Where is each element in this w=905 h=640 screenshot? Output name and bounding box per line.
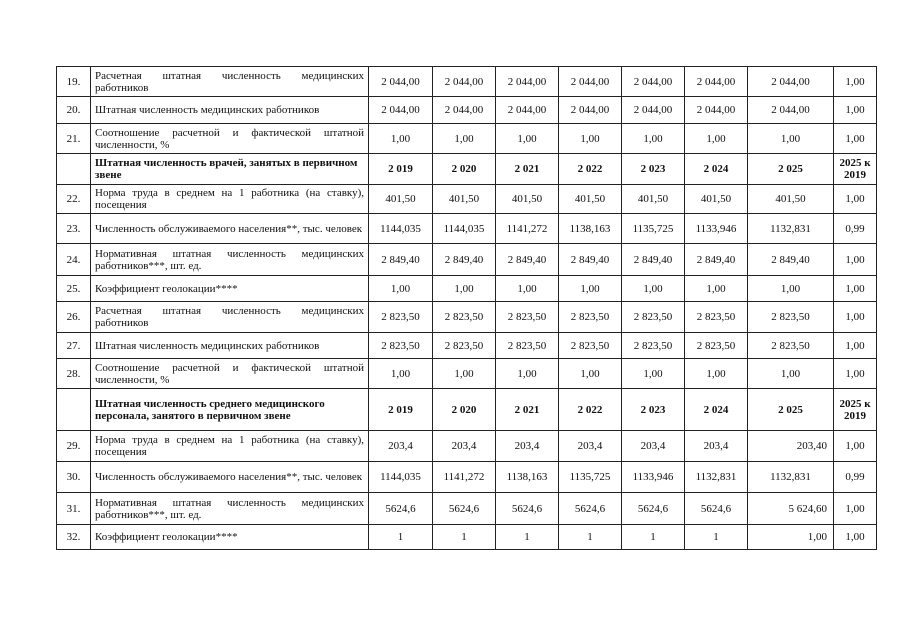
value-cell: 401,50: [433, 185, 496, 214]
value-cell: 1,00: [834, 359, 877, 389]
value-cell: 0,99: [834, 214, 877, 244]
table-body: [57, 67, 877, 550]
value-cell: 1,00: [559, 359, 622, 389]
row-number: [57, 154, 91, 185]
value-cell: 5 624,60: [748, 493, 834, 525]
value-cell: 2 044,00: [433, 67, 496, 97]
value-cell: 1133,946: [685, 214, 748, 244]
row-number: 21.: [57, 124, 91, 154]
value-cell: 1144,035: [369, 462, 433, 493]
row-label: Расчетная штатная численность медицинских работников: [91, 302, 369, 333]
row-number: [57, 389, 91, 431]
value-cell: 1,00: [834, 244, 877, 276]
row-label: Норма труда в среднем на 1 работника (на ставку), посещения: [91, 185, 369, 214]
table-row: [57, 67, 877, 97]
table-row: [57, 359, 877, 389]
value-cell: 2 019: [369, 389, 433, 431]
value-cell: 2 823,50: [748, 333, 834, 359]
value-cell: 2 044,00: [496, 97, 559, 124]
row-number: 19.: [57, 67, 91, 97]
value-cell: 1,00: [622, 359, 685, 389]
value-cell: 2 025: [748, 389, 834, 431]
value-cell: 2 823,50: [369, 333, 433, 359]
value-cell: 1: [369, 525, 433, 550]
value-cell: 2 021: [496, 154, 559, 185]
table-row: [57, 185, 877, 214]
value-cell: 203,4: [496, 431, 559, 462]
table-header-row: [57, 154, 877, 185]
value-cell: 1: [559, 525, 622, 550]
value-cell: 1,00: [559, 124, 622, 154]
value-cell: 2 021: [496, 389, 559, 431]
row-label: Нормативная штатная численность медицинских работников***, шт. ед.: [91, 244, 369, 276]
value-cell: 1,00: [834, 276, 877, 302]
value-cell: 2 823,50: [685, 302, 748, 333]
value-cell: 2025 к 2019: [834, 154, 877, 185]
value-cell: 2 823,50: [559, 333, 622, 359]
table-row: [57, 302, 877, 333]
value-cell: 2 849,40: [748, 244, 834, 276]
value-cell: 2 044,00: [496, 67, 559, 97]
table-row: [57, 97, 877, 124]
value-cell: 1,00: [834, 333, 877, 359]
value-cell: 1132,831: [748, 214, 834, 244]
value-cell: 1: [622, 525, 685, 550]
row-number: 28.: [57, 359, 91, 389]
value-cell: 2 022: [559, 389, 622, 431]
value-cell: 2 044,00: [748, 67, 834, 97]
row-label: Коэффициент геолокации****: [91, 276, 369, 302]
table-row: [57, 244, 877, 276]
table-row: [57, 333, 877, 359]
value-cell: 2 849,40: [369, 244, 433, 276]
value-cell: 1,00: [748, 359, 834, 389]
value-cell: 2 044,00: [622, 67, 685, 97]
value-cell: 2 823,50: [433, 302, 496, 333]
value-cell: 1,00: [496, 124, 559, 154]
value-cell: 2 849,40: [622, 244, 685, 276]
value-cell: 2 024: [685, 154, 748, 185]
row-label: Расчетная штатная численность медицинских работников: [91, 67, 369, 97]
value-cell: 1,00: [685, 124, 748, 154]
value-cell: 2 823,50: [433, 333, 496, 359]
value-cell: 5624,6: [369, 493, 433, 525]
value-cell: 1138,163: [496, 462, 559, 493]
value-cell: 2 024: [685, 389, 748, 431]
value-cell: 1,00: [622, 276, 685, 302]
value-cell: 0,99: [834, 462, 877, 493]
value-cell: 2 019: [369, 154, 433, 185]
value-cell: 1144,035: [369, 214, 433, 244]
value-cell: 2 849,40: [433, 244, 496, 276]
value-cell: 2 044,00: [559, 67, 622, 97]
row-label: Нормативная штатная численность медицинских работников***, шт. ед.: [91, 493, 369, 525]
value-cell: 1,00: [369, 124, 433, 154]
value-cell: 2 823,50: [369, 302, 433, 333]
value-cell: 203,4: [433, 431, 496, 462]
value-cell: 2 044,00: [433, 97, 496, 124]
value-cell: 203,4: [369, 431, 433, 462]
row-label: Штатная численность медицинских работников: [91, 333, 369, 359]
value-cell: 1,00: [685, 276, 748, 302]
row-number: 23.: [57, 214, 91, 244]
value-cell: 2 823,50: [685, 333, 748, 359]
value-cell: 1: [685, 525, 748, 550]
value-cell: 2 044,00: [685, 97, 748, 124]
value-cell: 1,00: [834, 124, 877, 154]
value-cell: 2 044,00: [685, 67, 748, 97]
value-cell: 203,4: [685, 431, 748, 462]
value-cell: 1141,272: [433, 462, 496, 493]
table-row: [57, 124, 877, 154]
row-number: 30.: [57, 462, 91, 493]
value-cell: 1144,035: [433, 214, 496, 244]
value-cell: 1132,831: [748, 462, 834, 493]
value-cell: 2 023: [622, 154, 685, 185]
value-cell: 1,00: [834, 431, 877, 462]
table-row: [57, 525, 877, 550]
value-cell: 1,00: [748, 276, 834, 302]
table-row: [57, 431, 877, 462]
value-cell: 2 823,50: [559, 302, 622, 333]
value-cell: 1,00: [369, 359, 433, 389]
value-cell: 401,50: [622, 185, 685, 214]
table-row: [57, 276, 877, 302]
row-number: 27.: [57, 333, 91, 359]
value-cell: 1,00: [369, 276, 433, 302]
value-cell: 401,50: [559, 185, 622, 214]
value-cell: 2 044,00: [369, 97, 433, 124]
row-number: 29.: [57, 431, 91, 462]
value-cell: 1135,725: [559, 462, 622, 493]
value-cell: 1,00: [834, 67, 877, 97]
value-cell: 2 020: [433, 154, 496, 185]
value-cell: 1133,946: [622, 462, 685, 493]
value-cell: 2 823,50: [748, 302, 834, 333]
row-number: 22.: [57, 185, 91, 214]
value-cell: 1,00: [834, 525, 877, 550]
value-cell: 2 044,00: [622, 97, 685, 124]
value-cell: 2 823,50: [496, 302, 559, 333]
value-cell: 203,40: [748, 431, 834, 462]
value-cell: 5624,6: [559, 493, 622, 525]
value-cell: 2 823,50: [496, 333, 559, 359]
value-cell: 1,00: [748, 525, 834, 550]
value-cell: 401,50: [685, 185, 748, 214]
value-cell: 2 023: [622, 389, 685, 431]
value-cell: 1,00: [622, 124, 685, 154]
row-label: Штатная численность среднего медицинского персонала, занятого в первичном звене: [91, 389, 369, 431]
value-cell: 2 025: [748, 154, 834, 185]
table-header-row: [57, 389, 877, 431]
value-cell: 203,4: [559, 431, 622, 462]
value-cell: 2 022: [559, 154, 622, 185]
value-cell: 1,00: [834, 302, 877, 333]
row-number: 32.: [57, 525, 91, 550]
row-number: 31.: [57, 493, 91, 525]
value-cell: 1,00: [496, 359, 559, 389]
value-cell: 2 823,50: [622, 333, 685, 359]
value-cell: 401,50: [496, 185, 559, 214]
value-cell: 1141,272: [496, 214, 559, 244]
value-cell: 2 849,40: [559, 244, 622, 276]
value-cell: 1,00: [834, 493, 877, 525]
value-cell: 5624,6: [622, 493, 685, 525]
value-cell: 2 044,00: [748, 97, 834, 124]
value-cell: 2 044,00: [559, 97, 622, 124]
row-label: Численность обслуживаемого населения**, тыс. человек: [91, 462, 369, 493]
value-cell: 1132,831: [685, 462, 748, 493]
value-cell: 1138,163: [559, 214, 622, 244]
row-number: 20.: [57, 97, 91, 124]
row-label: Штатная численность медицинских работников: [91, 97, 369, 124]
value-cell: 2 849,40: [685, 244, 748, 276]
table-row: [57, 214, 877, 244]
row-label: Норма труда в среднем на 1 работника (на ставку), посещения: [91, 431, 369, 462]
value-cell: 1,00: [496, 276, 559, 302]
value-cell: 401,50: [369, 185, 433, 214]
row-number: 26.: [57, 302, 91, 333]
value-cell: 5624,6: [496, 493, 559, 525]
row-label: Численность обслуживаемого населения**, тыс. человек: [91, 214, 369, 244]
row-label: Соотношение расчетной и фактической штатной численности, %: [91, 124, 369, 154]
value-cell: 1135,725: [622, 214, 685, 244]
value-cell: 1,00: [834, 185, 877, 214]
value-cell: 2 020: [433, 389, 496, 431]
row-label: Штатная численность врачей, занятых в первичном звене: [91, 154, 369, 185]
value-cell: 1,00: [433, 124, 496, 154]
value-cell: 1: [433, 525, 496, 550]
value-cell: 1,00: [748, 124, 834, 154]
value-cell: 5624,6: [433, 493, 496, 525]
row-number: 25.: [57, 276, 91, 302]
value-cell: 1,00: [559, 276, 622, 302]
table-row: [57, 462, 877, 493]
row-label: Соотношение расчетной и фактической штатной численности, %: [91, 359, 369, 389]
row-label: Коэффициент геолокации****: [91, 525, 369, 550]
value-cell: 2 849,40: [496, 244, 559, 276]
value-cell: 2025 к 2019: [834, 389, 877, 431]
staffing-table: [56, 66, 877, 550]
value-cell: 1,00: [433, 359, 496, 389]
value-cell: 203,4: [622, 431, 685, 462]
table-row: [57, 493, 877, 525]
value-cell: 1,00: [685, 359, 748, 389]
value-cell: 1,00: [834, 97, 877, 124]
value-cell: 401,50: [748, 185, 834, 214]
value-cell: 2 044,00: [369, 67, 433, 97]
value-cell: 5624,6: [685, 493, 748, 525]
row-number: 24.: [57, 244, 91, 276]
value-cell: 1,00: [433, 276, 496, 302]
value-cell: 1: [496, 525, 559, 550]
value-cell: 2 823,50: [622, 302, 685, 333]
